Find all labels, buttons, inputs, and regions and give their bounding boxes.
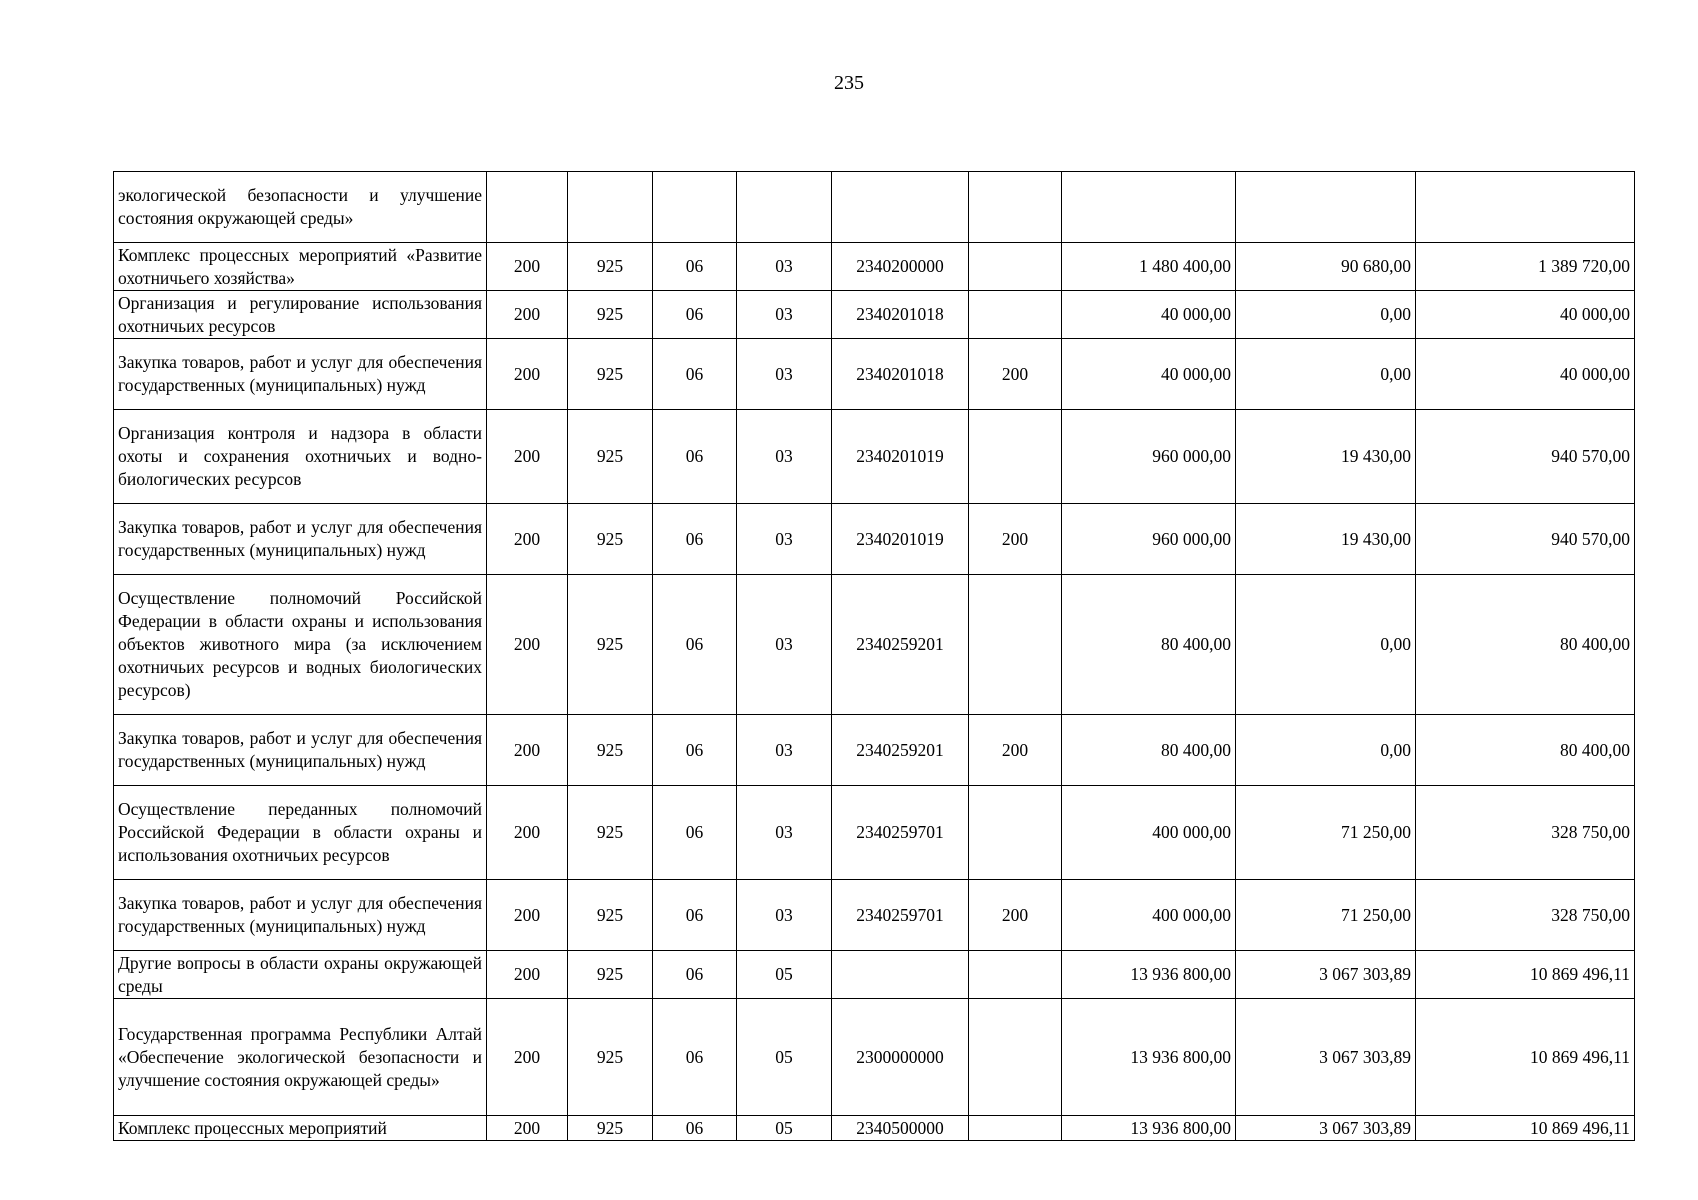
row-sum-executed-cell: 0,00: [1236, 715, 1416, 786]
row-target-article-cell: [832, 951, 969, 999]
row-sum-planned-cell: 400 000,00: [1062, 786, 1236, 880]
row-code-cell: 200: [487, 999, 568, 1116]
row-ministry-cell: 925: [568, 410, 653, 504]
row-ministry-cell: 925: [568, 291, 653, 339]
row-section-cell: [653, 172, 737, 243]
row-section-cell: 06: [653, 339, 737, 410]
row-name-cell: Закупка товаров, работ и услуг для обеспечения государственных (муниципальных) нужд: [114, 715, 487, 786]
row-section-cell: 06: [653, 1116, 737, 1141]
row-sum-remaining-cell: 40 000,00: [1416, 291, 1635, 339]
table-row: [114, 172, 1635, 243]
row-sum-planned-cell: 400 000,00: [1062, 880, 1236, 951]
row-ministry-cell: 925: [568, 951, 653, 999]
row-ministry-cell: 925: [568, 504, 653, 575]
row-code-cell: 200: [487, 339, 568, 410]
row-sum-remaining-cell: 940 570,00: [1416, 504, 1635, 575]
row-sum-remaining-cell: 80 400,00: [1416, 575, 1635, 715]
row-code-cell: 200: [487, 786, 568, 880]
row-sum-executed-cell: 19 430,00: [1236, 504, 1416, 575]
row-section-cell: 06: [653, 291, 737, 339]
row-ministry-cell: 925: [568, 1116, 653, 1141]
row-ministry-cell: 925: [568, 786, 653, 880]
row-code-cell: 200: [487, 410, 568, 504]
row-expense-type-cell: 200: [969, 715, 1062, 786]
row-subsection-cell: 03: [737, 786, 832, 880]
row-code-cell: 200: [487, 951, 568, 999]
row-sum-executed-cell: 3 067 303,89: [1236, 999, 1416, 1116]
row-expense-type-cell: 200: [969, 339, 1062, 410]
page-number: 235: [834, 72, 864, 94]
row-expense-type-cell: [969, 575, 1062, 715]
row-target-article-cell: 2340201018: [832, 339, 969, 410]
row-sum-executed-cell: 0,00: [1236, 339, 1416, 410]
row-sum-executed-cell: 19 430,00: [1236, 410, 1416, 504]
row-subsection-cell: 03: [737, 715, 832, 786]
row-target-article-cell: 2340259701: [832, 880, 969, 951]
row-sum-executed-cell: [1236, 172, 1416, 243]
row-sum-remaining-cell: 940 570,00: [1416, 410, 1635, 504]
row-name-cell: Осуществление полномочий Российской Федерации в области охраны и использования объектов животного мира (за исключением охотничьих ресурсов и водных биологических ресурсов): [114, 575, 487, 715]
row-sum-planned-cell: 13 936 800,00: [1062, 951, 1236, 999]
row-target-article-cell: [832, 172, 969, 243]
table-row: [114, 880, 1635, 951]
row-sum-planned-cell: 1 480 400,00: [1062, 243, 1236, 291]
row-sum-executed-cell: 90 680,00: [1236, 243, 1416, 291]
row-expense-type-cell: 200: [969, 880, 1062, 951]
row-expense-type-cell: 200: [969, 504, 1062, 575]
table-row: [114, 1116, 1635, 1141]
row-code-cell: [487, 172, 568, 243]
row-target-article-cell: 2340201018: [832, 291, 969, 339]
row-section-cell: 06: [653, 410, 737, 504]
row-sum-remaining-cell: 10 869 496,11: [1416, 1116, 1635, 1141]
row-subsection-cell: 03: [737, 291, 832, 339]
row-expense-type-cell: [969, 1116, 1062, 1141]
row-sum-planned-cell: 80 400,00: [1062, 715, 1236, 786]
row-code-cell: 200: [487, 880, 568, 951]
row-sum-remaining-cell: 328 750,00: [1416, 880, 1635, 951]
row-code-cell: 200: [487, 575, 568, 715]
row-name-cell: экологической безопасности и улучшение состояния окружающей среды»: [114, 172, 487, 243]
row-sum-remaining-cell: [1416, 172, 1635, 243]
row-name-cell: Закупка товаров, работ и услуг для обеспечения государственных (муниципальных) нужд: [114, 339, 487, 410]
row-sum-executed-cell: 71 250,00: [1236, 786, 1416, 880]
row-target-article-cell: 2340500000: [832, 1116, 969, 1141]
row-name-cell: Закупка товаров, работ и услуг для обеспечения государственных (муниципальных) нужд: [114, 504, 487, 575]
row-name-cell: Организация контроля и надзора в области охоты и сохранения охотничьих и водно-биологических ресурсов: [114, 410, 487, 504]
row-ministry-cell: 925: [568, 880, 653, 951]
row-ministry-cell: 925: [568, 243, 653, 291]
row-expense-type-cell: [969, 999, 1062, 1116]
table-row: [114, 715, 1635, 786]
row-sum-planned-cell: 80 400,00: [1062, 575, 1236, 715]
row-section-cell: 06: [653, 575, 737, 715]
table-body: [114, 172, 1635, 1141]
row-expense-type-cell: [969, 172, 1062, 243]
row-expense-type-cell: [969, 786, 1062, 880]
row-subsection-cell: 05: [737, 999, 832, 1116]
row-subsection-cell: 03: [737, 243, 832, 291]
row-target-article-cell: 2340259201: [832, 575, 969, 715]
row-expense-type-cell: [969, 243, 1062, 291]
row-name-cell: Другие вопросы в области охраны окружающей среды: [114, 951, 487, 999]
table-row: [114, 291, 1635, 339]
table-row: [114, 504, 1635, 575]
row-sum-executed-cell: 3 067 303,89: [1236, 951, 1416, 999]
row-expense-type-cell: [969, 951, 1062, 999]
row-subsection-cell: [737, 172, 832, 243]
row-target-article-cell: 2300000000: [832, 999, 969, 1116]
row-sum-executed-cell: 3 067 303,89: [1236, 1116, 1416, 1141]
row-code-cell: 200: [487, 715, 568, 786]
row-target-article-cell: 2340200000: [832, 243, 969, 291]
row-sum-executed-cell: 0,00: [1236, 291, 1416, 339]
row-target-article-cell: 2340201019: [832, 504, 969, 575]
table-row: [114, 575, 1635, 715]
row-sum-remaining-cell: 328 750,00: [1416, 786, 1635, 880]
row-section-cell: 06: [653, 786, 737, 880]
row-ministry-cell: 925: [568, 575, 653, 715]
table-row: [114, 786, 1635, 880]
row-code-cell: 200: [487, 291, 568, 339]
row-expense-type-cell: [969, 291, 1062, 339]
row-sum-planned-cell: 40 000,00: [1062, 291, 1236, 339]
row-subsection-cell: 03: [737, 410, 832, 504]
row-sum-remaining-cell: 10 869 496,11: [1416, 999, 1635, 1116]
row-subsection-cell: 05: [737, 1116, 832, 1141]
row-name-cell: Комплекс процессных мероприятий: [114, 1116, 487, 1141]
row-name-cell: Осуществление переданных полномочий Российской Федерации в области охраны и использования охотничьих ресурсов: [114, 786, 487, 880]
row-target-article-cell: 2340201019: [832, 410, 969, 504]
row-ministry-cell: 925: [568, 999, 653, 1116]
row-section-cell: 06: [653, 715, 737, 786]
row-expense-type-cell: [969, 410, 1062, 504]
table-row: [114, 999, 1635, 1116]
row-ministry-cell: 925: [568, 339, 653, 410]
row-section-cell: 06: [653, 243, 737, 291]
row-section-cell: 06: [653, 880, 737, 951]
row-subsection-cell: 05: [737, 951, 832, 999]
row-name-cell: Государственная программа Республики Алтай «Обеспечение экологической безопасности и улучшение состояния окружающей среды»: [114, 999, 487, 1116]
row-sum-planned-cell: 960 000,00: [1062, 410, 1236, 504]
row-code-cell: 200: [487, 504, 568, 575]
row-name-cell: Закупка товаров, работ и услуг для обеспечения государственных (муниципальных) нужд: [114, 880, 487, 951]
row-target-article-cell: 2340259201: [832, 715, 969, 786]
row-sum-executed-cell: 71 250,00: [1236, 880, 1416, 951]
row-name-cell: Организация и регулирование использования охотничьих ресурсов: [114, 291, 487, 339]
table-row: [114, 410, 1635, 504]
row-sum-remaining-cell: 40 000,00: [1416, 339, 1635, 410]
row-sum-remaining-cell: 80 400,00: [1416, 715, 1635, 786]
budget-table: [113, 171, 1635, 1141]
row-subsection-cell: 03: [737, 504, 832, 575]
row-section-cell: 06: [653, 999, 737, 1116]
row-sum-planned-cell: [1062, 172, 1236, 243]
row-section-cell: 06: [653, 504, 737, 575]
row-sum-planned-cell: 13 936 800,00: [1062, 1116, 1236, 1141]
row-code-cell: 200: [487, 243, 568, 291]
table-row: [114, 951, 1635, 999]
row-sum-executed-cell: 0,00: [1236, 575, 1416, 715]
row-ministry-cell: [568, 172, 653, 243]
row-subsection-cell: 03: [737, 339, 832, 410]
row-sum-planned-cell: 13 936 800,00: [1062, 999, 1236, 1116]
row-subsection-cell: 03: [737, 880, 832, 951]
row-name-cell: Комплекс процессных мероприятий «Развитие охотничьего хозяйства»: [114, 243, 487, 291]
row-sum-remaining-cell: 1 389 720,00: [1416, 243, 1635, 291]
row-subsection-cell: 03: [737, 575, 832, 715]
row-sum-planned-cell: 960 000,00: [1062, 504, 1236, 575]
row-sum-planned-cell: 40 000,00: [1062, 339, 1236, 410]
table-row: [114, 243, 1635, 291]
row-code-cell: 200: [487, 1116, 568, 1141]
table-row: [114, 339, 1635, 410]
row-ministry-cell: 925: [568, 715, 653, 786]
row-sum-remaining-cell: 10 869 496,11: [1416, 951, 1635, 999]
row-target-article-cell: 2340259701: [832, 786, 969, 880]
row-section-cell: 06: [653, 951, 737, 999]
